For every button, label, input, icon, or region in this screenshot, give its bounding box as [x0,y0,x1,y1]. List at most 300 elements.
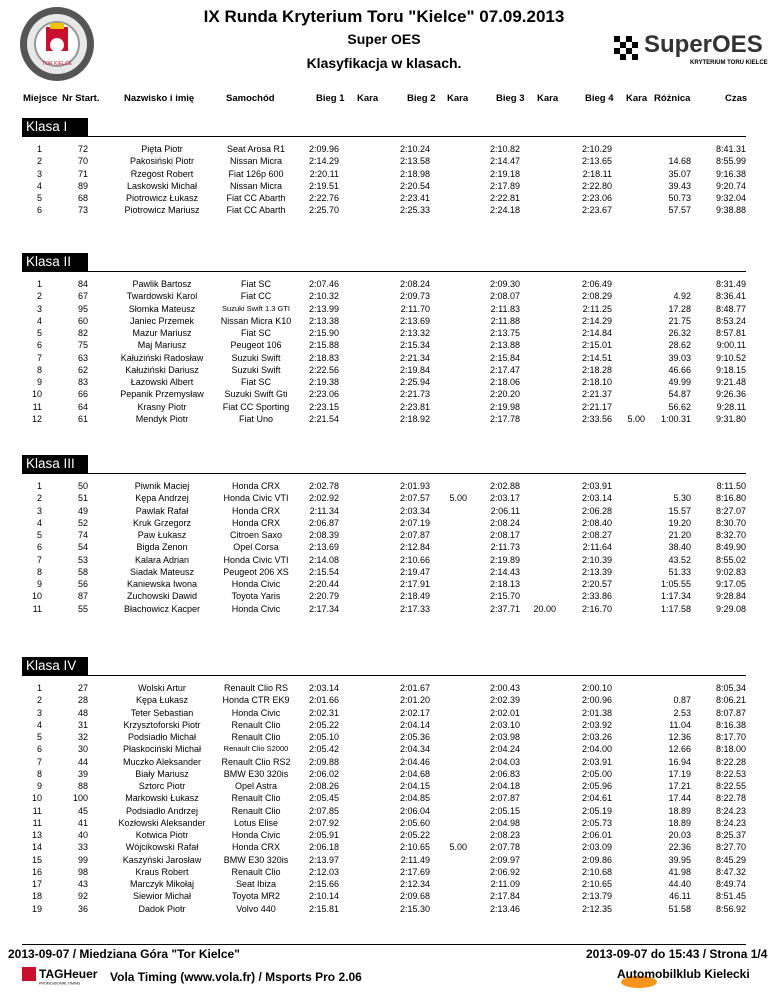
cell-time: 8:31.49 [715,279,746,289]
cell-b3: 2:05.15 [489,805,520,816]
cell-b4: 2:10.29 [581,144,612,154]
cell-car: Renault Clio [231,866,281,877]
cell-car: Renault Clio [231,719,281,730]
cell-car: Fiat CC Sporting [222,401,290,412]
cell-b3: 2:07.87 [489,793,520,804]
cell-car: Volvo 440 [236,903,276,914]
cell-b1: 2:15.54 [308,566,339,577]
cell-time: 8:27.07 [715,505,746,516]
cell-b2: 2:25.94 [399,377,430,387]
cell-b4: 2:05.19 [581,805,612,816]
cell-p: 7 [36,554,42,565]
cell-n: 43 [77,879,88,889]
cell-p: 2 [36,493,42,504]
cell-b1: 2:02.92 [308,493,339,504]
cell-n: 63 [77,352,88,363]
table-row [0,541,768,553]
col-diff: Różnica [654,93,691,104]
cell-diff: 17.21 [668,781,691,791]
class-divider [22,473,746,474]
table-row [0,290,768,302]
cell-diff: 26.32 [668,328,691,338]
page-subtitle-2: Klasyfikacja w klasach. [306,55,462,71]
cell-b4: 2:23.67 [581,205,612,216]
col-kara2: Kara [447,93,469,104]
cell-p: 3 [36,505,42,516]
col-kara3: Kara [537,93,559,104]
cell-name: Podsiadło Andrzej [125,805,199,816]
cell-b4: 2:10.39 [581,554,612,565]
cell-b1: 2:19.38 [308,377,339,387]
cell-b1: 2:06.18 [308,842,339,853]
cell-car: Honda Civic [231,707,281,718]
cell-b1: 2:23.06 [308,389,339,400]
cell-time: 8:06.21 [715,695,746,706]
table-row [0,805,768,817]
tag-brand: TAGHeuer [39,967,98,981]
cell-car: Nissan Micra K10 [220,315,292,326]
cell-car: Fiat 126p 600 [228,168,284,179]
cell-name: Wójcikowski Rafał [125,842,199,853]
table-row [0,204,768,216]
cell-name: Siewior Michał [132,891,192,902]
cell-b3: 2:10.82 [489,144,520,154]
cell-b1: 2:09.88 [308,756,339,767]
cell-p: 11 [32,603,42,614]
cell-b4: 2:13.39 [581,566,612,577]
cell-n: 71 [77,168,88,179]
cell-b3: 2:13.46 [489,903,520,914]
table-row [0,780,768,792]
cell-b3: 2:17.89 [489,180,520,191]
cell-diff: 5.30 [673,493,691,504]
cell-time: 9:28.84 [715,591,746,602]
cell-n: 56 [77,579,88,589]
cell-name: Słomka Mateusz [128,303,196,314]
cell-time: 8:36.41 [715,291,746,302]
cell-b3: 2:13.88 [489,340,520,351]
table-row [0,303,768,315]
cell-p: 2 [36,156,42,167]
cell-p: 4 [36,517,42,528]
cell-b2: 2:17.33 [399,603,430,614]
cell-diff: 1:05.55 [660,579,691,589]
cell-b3: 2:22.81 [489,193,520,203]
col-bieg1: Bieg 1 [316,93,345,104]
cell-b4: 2:06.01 [581,830,612,840]
cell-b2: 2:15.34 [399,340,430,351]
cell-name: Paw Łukasz [137,530,187,540]
cell-b3: 2:06.11 [490,505,520,516]
cell-diff: 56.62 [668,401,691,412]
cell-p: 2 [36,695,42,706]
cell-name: Kałużiński Radosław [120,352,204,363]
cell-name: Sztorc Piotr [138,781,186,791]
cell-b4: 2:03.09 [581,842,612,853]
cell-b1: 2:20.11 [309,168,339,179]
cell-car: Renault Clio [231,805,281,816]
table-row [0,903,768,915]
cell-p: 5 [36,530,42,540]
cell-b4: 2:22.80 [581,180,612,191]
cell-b2: 2:20.54 [399,180,430,191]
col-place: Miejsce [23,93,58,104]
cell-car: BMW E30 320is [223,768,289,779]
cell-name: Maj Mariusz [137,340,187,351]
cell-p: 13 [31,830,42,840]
table-row [0,168,768,180]
cell-time: 8:45.29 [715,854,746,865]
cell-diff: 43.52 [668,554,691,565]
cell-n: 52 [77,517,88,528]
cell-b3: 2:09.30 [489,279,520,289]
cell-b1: 2:01.66 [308,695,339,706]
cell-n: 89 [77,180,88,191]
cell-p: 6 [36,205,42,216]
cell-b3: 2:24.18 [489,205,520,216]
table-row [0,364,768,376]
cell-time: 8:16.38 [715,719,746,730]
cell-b1: 2:15.81 [308,903,339,914]
cell-name: Markowski Łukasz [125,793,199,804]
table-row [0,878,768,890]
cell-b3: 2:11.88 [490,315,520,326]
cell-b3: 2:02.39 [489,695,520,706]
cell-diff: 20.03 [668,830,691,840]
cell-b1: 2:22.56 [308,364,339,375]
cell-p: 3 [36,303,42,314]
cell-n: 31 [77,719,88,730]
cell-b1: 2:05.91 [308,830,339,840]
cell-name: Kruk Grzegorz [132,517,192,528]
table-row [0,829,768,841]
cell-diff: 46.11 [669,891,691,902]
cell-car: Toyota MR2 [231,891,281,902]
cell-time: 8:51.45 [715,891,746,902]
cell-n: 70 [77,156,88,167]
cell-time: 8:22.28 [715,756,746,767]
cell-name: Płaskociński Michał [122,744,202,755]
cell-p: 2 [36,291,42,302]
cell-b2: 2:01.67 [399,683,430,693]
table-row [0,768,768,780]
footer-page-info: 2013-09-07 do 15:43 / Strona 1/4 [586,947,768,961]
cell-b4: 2:05.00 [581,768,612,779]
cell-b2: 2:21.73 [399,389,430,400]
cell-diff: 2.53 [673,707,691,718]
table-row [0,682,768,694]
cell-car: Seat Arosa R1 [226,144,286,154]
cell-b1: 2:12.03 [308,866,339,877]
cell-diff: 16.94 [668,756,691,767]
cell-p: 18 [31,891,42,902]
cell-name: Pawlak Rafał [135,505,189,516]
cell-b1: 2:15.88 [308,340,339,351]
cell-b4: 2:05.73 [581,817,612,828]
cell-b4: 2:14.29 [581,315,612,326]
cell-b2: 2:13.58 [399,156,430,167]
cell-name: Kraus Robert [135,866,189,877]
cell-b2: 2:08.24 [399,279,430,289]
table-row [0,517,768,529]
cell-b4: 2:03.92 [581,719,612,730]
cell-b4: 2:18.10 [581,377,612,387]
cell-b1: 2:02.31 [308,707,339,718]
cell-b1: 2:13.69 [308,542,339,553]
cell-car: Honda CTR EK9 [222,695,290,706]
table-row [0,315,768,327]
cell-n: 50 [77,481,88,491]
cell-p: 1 [36,481,42,491]
cell-p: 12 [31,413,42,424]
cell-b3: 2:04.03 [489,756,520,767]
cell-name: Marczyk Mikołaj [129,879,194,889]
table-row [0,743,768,755]
cell-n: 39 [77,768,88,779]
cell-b2: 2:10.65 [399,842,430,853]
cell-b1: 2:13.99 [308,303,339,314]
cell-b1: 2:07.46 [308,279,339,289]
cell-n: 61 [77,413,88,424]
cell-time: 8:05.34 [715,683,746,693]
cell-diff: 35.07 [668,168,691,179]
cell-time: 8:41.31 [715,144,746,154]
cell-b4: 2:08.29 [581,291,612,302]
cell-name: Piotrowicz Mariusz [124,205,200,216]
table-row [0,413,768,425]
cell-name: Piotrowicz Łukasz [125,193,199,203]
cell-p: 5 [36,732,42,742]
cell-name: Podsiadło Michał [127,732,197,742]
cell-car: Suzuki Swift [231,364,281,375]
cell-car: Renault Clio [231,793,281,804]
cell-time: 9:32.04 [715,193,746,203]
cell-diff: 18.89 [668,817,691,828]
table-row [0,143,768,155]
cell-b2: 2:13.32 [399,328,430,338]
cell-n: 74 [77,530,88,540]
cell-b4: 2:04.00 [581,744,612,755]
cell-p: 4 [36,180,42,191]
table-row [0,529,768,541]
cell-car: Peugeot 206 XS [223,566,289,577]
cell-b1: 2:25.70 [308,205,339,216]
table-row [0,603,768,615]
cell-b4: 2:10.68 [581,866,612,877]
cell-name: Janiec Przemek [129,315,195,326]
cell-n: 95 [77,303,88,314]
cell-name: Kotwica Piotr [135,830,189,840]
cell-diff: 39.03 [668,352,691,363]
cell-diff: 14.68 [668,156,691,167]
cell-time: 9:29.08 [715,603,746,614]
cell-time: 8:56.92 [715,903,746,914]
cell-name: Laskowski Michał [126,180,198,191]
cell-b4: 2:18.28 [581,364,612,375]
cell-b4: 2:06.28 [581,505,612,516]
cell-b2: 2:23.41 [399,193,430,203]
cell-n: 60 [77,315,88,326]
cell-p: 1 [36,144,42,154]
cell-b1: 2:05.10 [308,732,339,742]
cell-name: Muczko Aleksander [122,756,202,767]
cell-b4: 2:14.84 [581,328,612,338]
cell-n: 44 [77,756,88,767]
cell-b2: 2:18.92 [399,413,430,424]
cell-p: 10 [31,591,42,602]
cell-name: Błachowicz Kacper [123,603,201,614]
cell-b3: 2:14.47 [489,156,520,167]
cell-b4: 2:13.79 [581,891,612,902]
cell-n: 41 [77,817,88,828]
cell-b4: 2:33.56 [581,413,612,424]
automobilklub-logo [617,960,750,990]
cell-n: 82 [77,328,88,338]
cell-diff: 4.92 [673,291,691,302]
cell-n: 88 [77,781,88,791]
cell-b3: 2:19.89 [489,554,520,565]
cell-diff: 50.73 [668,193,691,203]
cell-car: Suzuki Swift Gti [224,389,288,400]
class-divider [22,675,746,676]
cell-diff: 18.89 [668,805,691,816]
cell-time: 8:53.24 [715,315,746,326]
cell-diff: 51.33 [668,566,691,577]
cell-diff: 11.04 [669,719,691,730]
cell-b1: 2:07.92 [308,817,339,828]
cell-b1: 2:08.39 [308,530,339,540]
cell-b4: 2:00.10 [581,683,612,693]
cell-n: 62 [77,364,88,375]
logo-right-text: SuperOES [644,31,763,58]
cell-b4: 2:23.06 [581,193,612,203]
cell-b3: 2:02.88 [489,481,520,491]
cell-b1: 2:15.66 [308,879,339,889]
cell-b1: 2:10.14 [308,891,339,902]
cell-name: Mazur Mariusz [132,328,192,338]
cell-b3: 2:18.13 [489,579,520,589]
cell-b4: 2:13.65 [581,156,612,167]
cell-b2: 2:18.49 [399,591,430,602]
table-row [0,327,768,339]
cell-car: Renault Clio S2000 [223,744,289,754]
cell-b4: 2:05.96 [581,781,612,791]
cell-car: Suzuki Swift 1.3 GTI [222,303,290,313]
cell-diff: 21.20 [668,530,691,540]
cell-b2: 2:21.34 [399,352,430,363]
cell-name: Piwnik Maciej [134,481,190,491]
cell-name: Biały Mariusz [135,768,189,779]
cell-b1: 2:17.34 [308,603,339,614]
cell-b4: 2:14.51 [581,352,612,363]
cell-b2: 2:23.81 [399,401,430,412]
cell-name: Zuchowski Dawid [126,591,198,602]
cell-n: 84 [77,279,88,289]
cell-b1: 2:23.15 [308,401,339,412]
cell-car: Citroen Saxo [229,530,283,540]
cell-b4: 2:15.01 [581,340,612,351]
cell-n: 49 [77,505,88,516]
cell-car: BMW E30 320is [223,854,289,865]
cell-n: 66 [77,389,88,400]
cell-p: 4 [36,719,42,730]
cell-b2: 2:06.04 [399,805,430,816]
cell-b2: 2:01.20 [399,695,430,706]
cell-time: 8:30.70 [715,517,746,528]
cell-car: Lotus Elise [233,817,279,828]
cell-b2: 2:09.73 [399,291,430,302]
cell-p: 3 [36,168,42,179]
cell-diff: 46.66 [668,364,691,375]
cell-b2: 2:07.57 [399,493,430,504]
col-kara1: Kara [357,93,379,104]
cell-car: Nissan Micra [229,180,282,191]
cell-diff: 12.66 [668,744,691,755]
cell-b3: 2:11.73 [490,542,520,553]
cell-p: 19 [31,903,42,914]
cell-n: 98 [77,866,88,877]
cell-diff: 12.36 [668,732,691,742]
cell-b1: 2:03.14 [308,683,339,693]
cell-p: 7 [36,756,42,767]
class-label: Klasa I [22,118,88,136]
cell-b4: 2:18.11 [582,168,612,179]
cell-time: 9:38.88 [715,205,746,216]
cell-time: 9:00.11 [716,340,746,351]
cell-b1: 2:11.34 [309,505,339,516]
cell-b3: 2:00.43 [489,683,520,693]
cell-b2: 2:17.91 [399,579,430,589]
cell-p: 10 [31,793,42,804]
cell-b2: 2:17.69 [399,866,430,877]
cell-b1: 2:13.97 [308,854,339,865]
cell-n: 28 [77,695,88,706]
cell-n: 53 [77,554,88,565]
cell-name: Pawlik Bartosz [132,279,192,289]
cell-b2: 2:11.49 [400,854,430,865]
cell-car: Fiat CC Abarth [226,193,286,203]
table-row [0,352,768,364]
cell-name: Krasny Piotr [137,401,187,412]
cell-b4: 2:01.38 [581,707,612,718]
table-row [0,492,768,504]
cell-b3: 2:08.24 [489,517,520,528]
col-time: Czas [725,93,748,104]
cell-n: 32 [77,732,88,742]
cell-car: Fiat CC Abarth [226,205,286,216]
cell-b1: 2:14.08 [308,554,339,565]
tag-heuer-logo [22,966,104,986]
cell-k4: 5.00 [627,413,645,424]
cell-time: 8:57.81 [715,328,746,338]
cell-b2: 2:18.98 [399,168,430,179]
table-row [0,192,768,204]
cell-b4: 2:10.65 [581,879,612,889]
table-row [0,792,768,804]
cell-name: Kozłowski Aleksander [118,817,206,828]
cell-p: 5 [36,328,42,338]
cell-car: Opel Corsa [233,542,279,553]
cell-n: 33 [77,842,88,853]
cell-p: 14 [31,842,42,853]
class-label: Klasa II [22,253,88,271]
cell-diff: 38.40 [668,542,691,553]
cell-b3: 2:03.98 [489,732,520,742]
tag-sub: PROFESSIONAL TIMING [39,981,81,986]
cell-time: 9:31.80 [715,413,746,424]
cell-b3: 2:08.23 [489,830,520,840]
cell-time: 8:32.70 [715,530,746,540]
